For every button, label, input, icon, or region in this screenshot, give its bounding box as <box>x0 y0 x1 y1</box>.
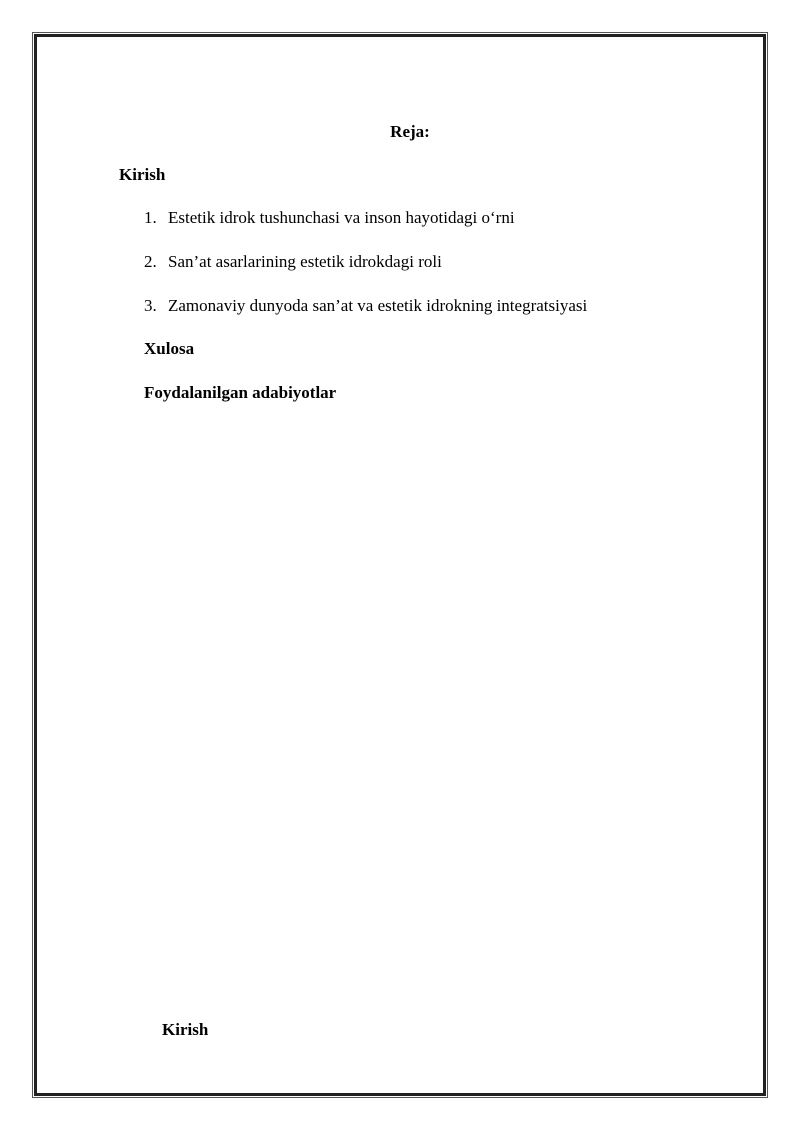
plan-item-2 <box>144 252 442 272</box>
plan-item-text: Estetik idrok tushunchasi va inson hayotidagi o‘rni <box>168 208 515 227</box>
plan-item-text: Zamonaviy dunyoda san’at va estetik idrokning integratsiyasi <box>168 296 588 315</box>
page-title: Reja: <box>390 122 430 141</box>
page-border-inner <box>34 34 766 1096</box>
plan-item-text: San’at asarlarining estetik idrokdagi roli <box>168 252 442 271</box>
plan-item-number: 2. <box>144 252 157 271</box>
plan-item-3 <box>144 296 587 316</box>
conclusion-heading: Xulosa <box>144 339 195 358</box>
references-heading: Foydalanilgan adabiyotlar <box>144 383 337 402</box>
plan-item-number: 3. <box>144 296 157 315</box>
plan-item-1 <box>144 208 515 228</box>
intro-heading: Kirish <box>119 165 166 184</box>
plan-item-number: 1. <box>144 208 157 227</box>
section-heading-kirish: Kirish <box>162 1020 209 1039</box>
